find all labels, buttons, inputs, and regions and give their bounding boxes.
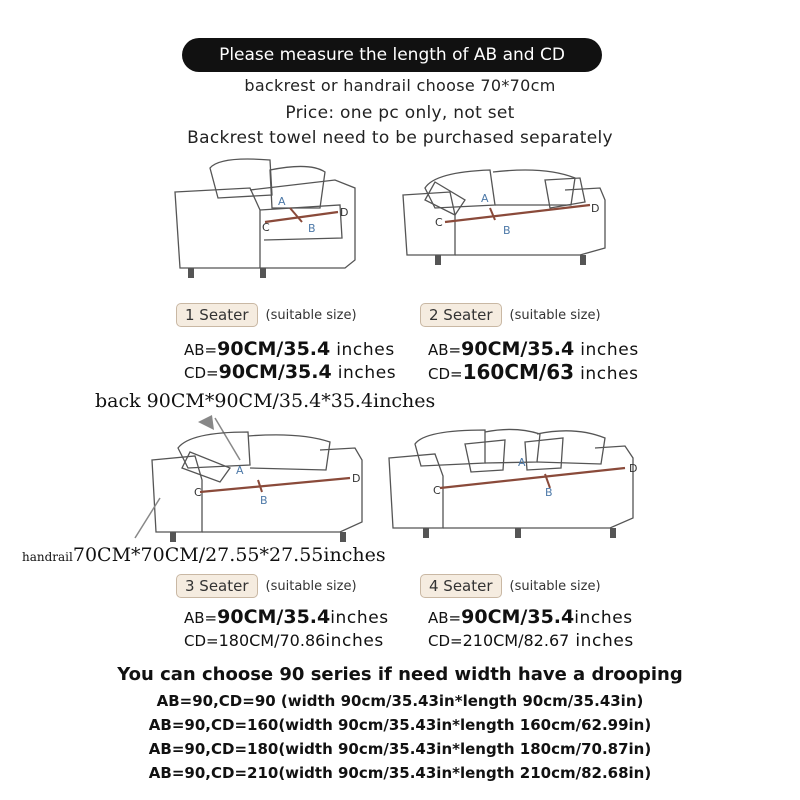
label-b: B <box>503 224 511 237</box>
label-d: D <box>591 202 600 215</box>
three-seater-sofa-illustration <box>130 410 380 550</box>
handrail-label: handrail <box>22 550 73 564</box>
seat-cushion <box>260 205 342 240</box>
back-cushion-left <box>178 432 250 468</box>
four-seater-ab-spec: AB=90CM/35.4inches <box>428 606 633 628</box>
back-cushion-right <box>248 435 330 470</box>
price-note: Price: one pc only, not set <box>285 103 515 123</box>
back-cushion <box>210 159 272 198</box>
label-c: C <box>262 221 270 234</box>
label-a: A <box>236 464 244 477</box>
footer-line: AB=90,CD=160(width 90cm/35.43in*length 160cm/62.99in) <box>148 716 652 734</box>
one-seater-cd-spec: CD=90CM/35.4 inches <box>184 361 397 383</box>
three-seater-heading <box>176 574 357 598</box>
header-banner: Please measure the length of AB and CD <box>182 38 602 72</box>
suitable-size-note: (suitable size) <box>509 578 601 594</box>
two-seater-ab-spec: AB=90CM/35.4 inches <box>428 338 639 360</box>
label-c: C <box>433 484 441 497</box>
footer-headline: You can choose 90 series if need width have a drooping <box>117 664 683 685</box>
two-seater-heading <box>420 303 601 327</box>
three-seater-cd-spec: CD=180CM/70.86inches <box>184 631 384 651</box>
two-seater-cd-spec: CD=160CM/63 inches <box>428 360 639 384</box>
seater-badge: 1 Seater <box>176 303 258 327</box>
three-seater-ab-spec: AB=90CM/35.4inches <box>184 606 389 628</box>
towel-note: Backrest towel need to be purchased separately <box>187 128 613 148</box>
suitable-size-note: (suitable size) <box>265 307 357 323</box>
four-seater-heading <box>420 574 601 598</box>
back-cushion-3 <box>537 431 605 464</box>
choose-note: backrest or handrail choose 70*70cm <box>244 76 556 95</box>
label-a: A <box>278 195 286 208</box>
pillow-left <box>425 182 465 215</box>
label-c: C <box>194 486 202 499</box>
label-d: D <box>629 462 638 475</box>
right-arm <box>455 188 605 255</box>
two-seater-sofa-illustration <box>395 160 620 275</box>
back-cushion-right <box>493 170 575 205</box>
back-cushion-1 <box>415 430 485 466</box>
label-b: B <box>545 486 553 499</box>
label-d: D <box>352 472 361 485</box>
label-b: B <box>308 222 316 235</box>
one-seater-sofa-illustration <box>160 150 380 280</box>
footer-line: AB=90,CD=210(width 90cm/35.43in*length 210cm/82.68in) <box>148 764 652 782</box>
handrail-value: 70CM*70CM/27.55*27.55inches <box>72 544 386 566</box>
back-cushion-2 <box>485 429 540 463</box>
back-pointer-line <box>215 418 240 460</box>
seater-badge: 4 Seater <box>420 574 502 598</box>
left-arm <box>175 188 260 268</box>
ab-line <box>290 208 302 222</box>
one-seater-heading <box>176 303 357 327</box>
label-a: A <box>518 456 526 469</box>
suitable-size-note: (suitable size) <box>509 307 601 323</box>
footer-line: AB=90,CD=90 (width 90cm/35.43in*length 90cm/35.43in) <box>156 692 644 710</box>
label-c: C <box>435 216 443 229</box>
pillow-2 <box>525 438 563 470</box>
label-b: B <box>260 494 268 507</box>
back-size-note: back 90CM*90CM/35.4*35.4inches <box>95 390 436 412</box>
seater-badge: 3 Seater <box>176 574 258 598</box>
one-seater-ab-spec: AB=90CM/35.4 inches <box>184 338 395 360</box>
four-seater-sofa-illustration <box>385 418 645 543</box>
four-seater-cd-spec: CD=210CM/82.67 inches <box>428 631 634 651</box>
seater-badge: 2 Seater <box>420 303 502 327</box>
footer-line: AB=90,CD=180(width 90cm/35.43in*length 180cm/70.87in) <box>148 740 652 758</box>
pillow-right <box>545 178 585 208</box>
handrail-size-note <box>22 544 386 566</box>
label-d: D <box>340 206 349 219</box>
suitable-size-note: (suitable size) <box>265 578 357 594</box>
label-a: A <box>481 192 489 205</box>
